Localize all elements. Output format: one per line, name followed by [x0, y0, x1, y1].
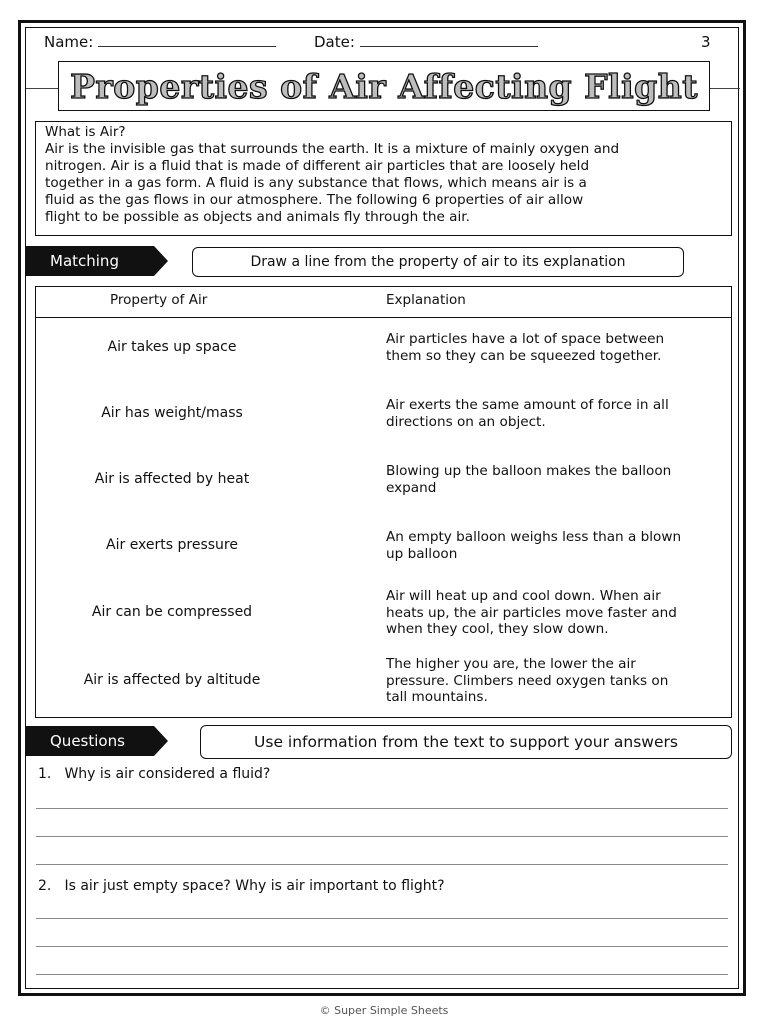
date-field[interactable] [314, 33, 538, 51]
explanation-line: pressure. Climbers need oxygen tanks on [386, 672, 669, 689]
answer-line[interactable] [36, 974, 728, 975]
explanation-line: heats up, the air particles move faster and [386, 604, 677, 621]
explanation-line: Air particles have a lot of space between [386, 331, 665, 347]
questions-tag-label: Questions [50, 732, 125, 750]
question-number: 1. [38, 766, 52, 782]
intro-line: nitrogen. Air is a fluid that is made of different air particles that are loosely held [45, 158, 590, 174]
date-label: Date: [314, 33, 355, 51]
question-item [38, 878, 445, 894]
matching-tag-label: Matching [50, 252, 119, 270]
property-item[interactable]: Air takes up space [107, 339, 237, 355]
explanation-item[interactable] [386, 529, 726, 562]
intro-line: Air is the invisible gas that surrounds the earth. It is a mixture of mainly oxygen and [45, 141, 620, 157]
explanation-line: The higher you are, the lower the air [386, 656, 636, 672]
questions-tag [26, 726, 154, 756]
explanation-item[interactable] [386, 397, 726, 430]
title-rule-left [26, 88, 58, 89]
property-item[interactable]: Air is affected by heat [94, 471, 250, 487]
intro-box [35, 121, 732, 236]
matching-instruction: Draw a line from the property of air to its explanation [250, 254, 626, 270]
column-header-explanation: Explanation [386, 292, 466, 308]
question-text: Why is air considered a fluid? [64, 766, 271, 782]
intro-question: What is Air? [45, 124, 126, 140]
name-line [98, 34, 276, 47]
column-header-property: Property of Air [110, 292, 208, 308]
explanation-line: tall mountains. [386, 689, 488, 705]
title-box [58, 61, 710, 111]
question-item [38, 766, 270, 782]
name-label: Name: [44, 33, 94, 51]
title-rule-right [710, 88, 740, 89]
explanation-item[interactable] [386, 588, 726, 638]
property-item[interactable]: Air can be compressed [91, 604, 253, 620]
questions-instruction-box [200, 725, 732, 759]
property-item[interactable]: Air is affected by altitude [83, 672, 261, 688]
questions-tag-arrow [154, 726, 168, 756]
explanation-line: them so they can be squeezed together. [386, 347, 662, 364]
answer-line[interactable] [36, 946, 728, 947]
answer-line[interactable] [36, 808, 728, 809]
intro-line: fluid as the gas flows in our atmosphere. The following 6 properties of air allow [45, 192, 584, 208]
explanation-line: Blowing up the balloon makes the balloon [386, 463, 672, 479]
matching-tag-arrow [154, 246, 168, 276]
explanation-item[interactable] [386, 463, 726, 496]
explanation-line: An empty balloon weighs less than a blown [386, 529, 682, 545]
explanation-line: Air will heat up and cool down. When air [386, 588, 661, 604]
explanation-line: expand [386, 479, 437, 496]
property-item[interactable]: Air has weight/mass [101, 405, 243, 421]
intro-line: together in a gas form. A fluid is any substance that flows, which means air is a [45, 175, 587, 191]
copyright-footer: © Super Simple Sheets [319, 1004, 449, 1017]
explanation-item[interactable] [386, 656, 726, 706]
matching-instruction-box [192, 247, 684, 277]
intro-line: flight to be possible as objects and animals fly through the air. [45, 209, 470, 225]
answer-line[interactable] [36, 836, 728, 837]
page-title: Properties of Air Affecting Flight [70, 66, 698, 106]
matching-tag [26, 246, 154, 276]
table-header-divider [36, 317, 731, 318]
question-text: Is air just empty space? Why is air important to flight? [64, 878, 445, 894]
property-item[interactable]: Air exerts pressure [106, 537, 238, 553]
page-number: 3 [701, 33, 711, 51]
explanation-line: directions on an object. [386, 413, 546, 430]
question-number: 2. [38, 878, 52, 894]
explanation-item[interactable] [386, 331, 726, 364]
answer-line[interactable] [36, 864, 728, 865]
explanation-line: when they cool, they slow down. [386, 621, 609, 637]
explanation-line: up balloon [386, 545, 458, 562]
answer-line[interactable] [36, 918, 728, 919]
explanation-line: Air exerts the same amount of force in all [386, 397, 669, 413]
date-line [360, 34, 538, 47]
questions-instruction: Use information from the text to support your answers [254, 733, 678, 751]
name-field[interactable] [44, 33, 276, 51]
